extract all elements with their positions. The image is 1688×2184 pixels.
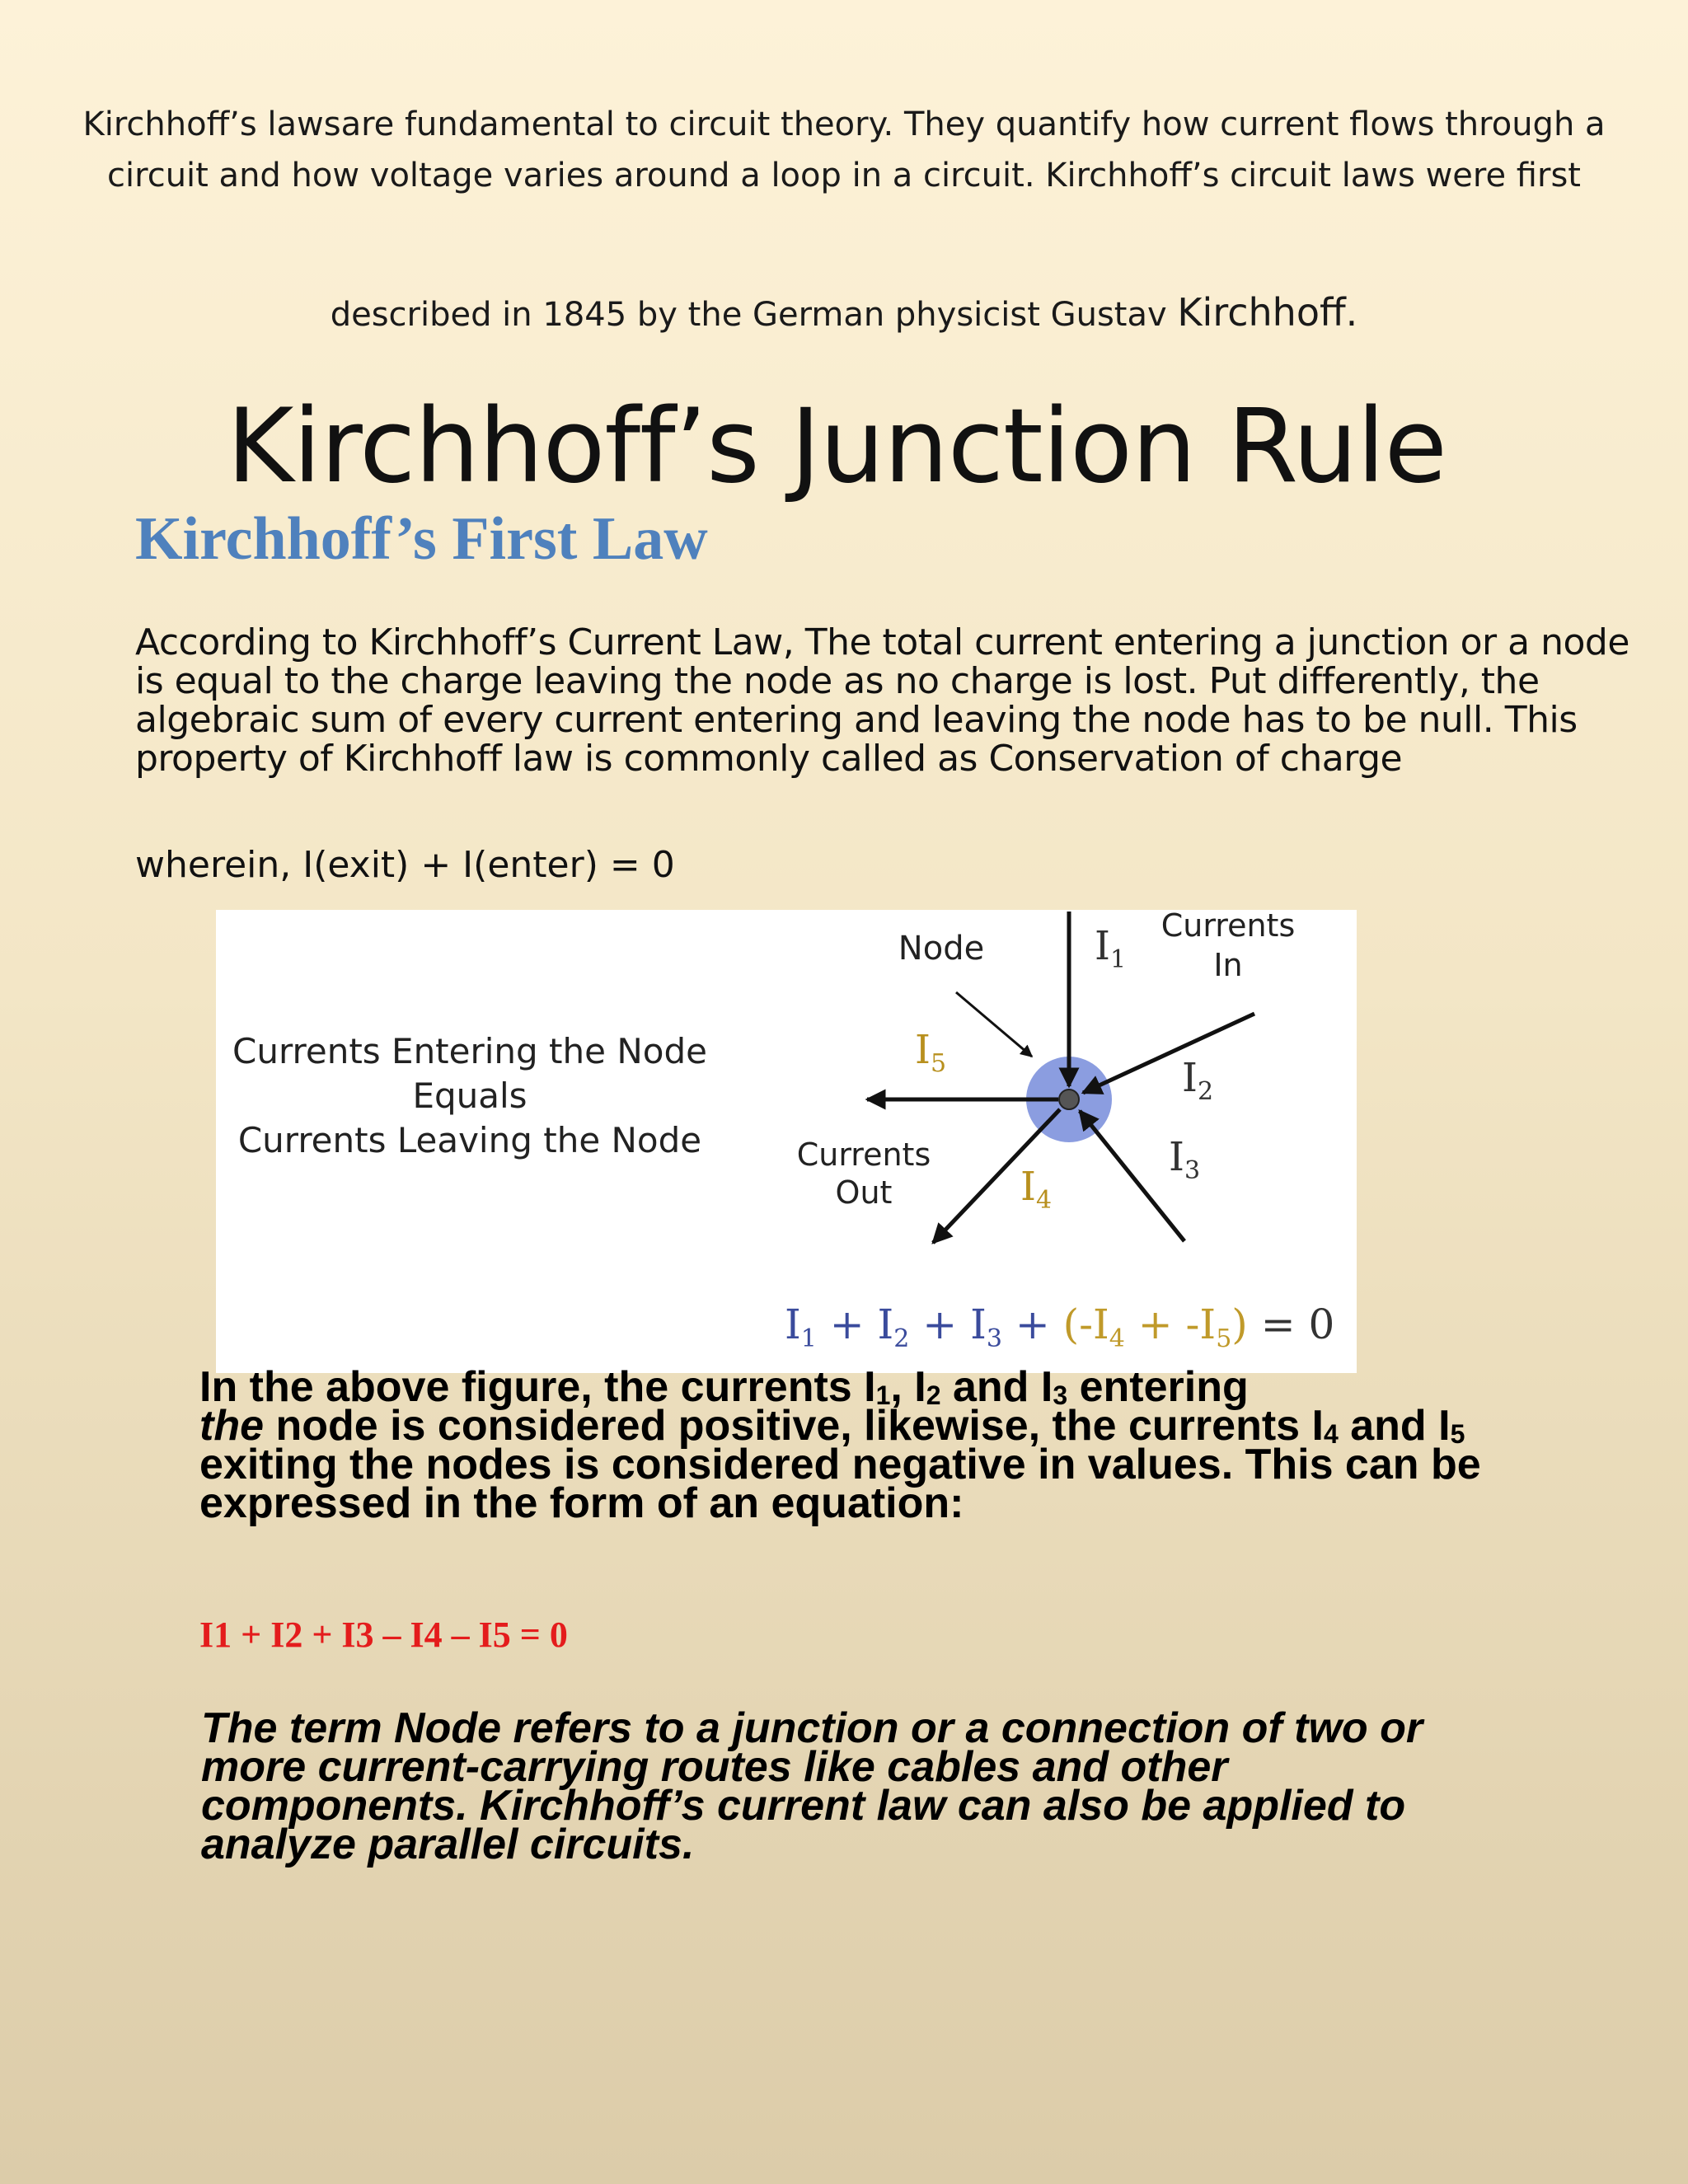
intro-line-2: circuit and how voltage varies around a loop in a circuit. Kirchhoff’s circuit laws were first	[107, 157, 1581, 194]
label-i3: $I_3$	[1169, 1134, 1201, 1185]
left-label-1: Currents Entering the Node	[232, 1031, 707, 1071]
label-i5: $I_5$	[915, 1027, 947, 1078]
section-subtitle: Kirchhoff’s First Law	[135, 505, 708, 573]
node-definition: The term Node refers to a junction or a connection of two or more current-carrying routes like cables and other components. Kirchhoff’s current law can also be applied to analyze parallel circuits.	[201, 1704, 1423, 1868]
intro-line-3-main: described in 1845 by the German physicist Gustav	[330, 296, 1178, 334]
figure-equation: $I_1 + I_2 + I_3 + (-I_4 + -I_5) = 0$	[785, 1301, 1335, 1353]
junction-figure	[216, 910, 1357, 1373]
intro-line-3-name: Kirchhoff.	[1177, 290, 1358, 335]
currents-in-label-2: In	[1213, 947, 1243, 983]
node-label: Node	[898, 930, 985, 968]
junction-diagram	[216, 910, 1357, 1373]
page-title: Kirchhoff’s Junction Rule	[227, 387, 1447, 506]
node-pointer-arrow	[956, 992, 1032, 1057]
law-description: According to Kirchhoff’s Current Law, The total current entering a junction or a node is equal to the charge leaving the node as no charge is lost. Put differently, the algebraic sum of every current entering and leaving the node has to be null. This property of Kirchhoff law is commonly called as Conservation of charge	[135, 621, 1629, 780]
label-i2: $I_2$	[1182, 1055, 1214, 1106]
kcl-equation: I1 + I2 + I3 – I4 – I5 = 0	[199, 1615, 568, 1655]
figure-explanation: In the above figure, the currents $I_1$, $I_2$ and $I_3$ entering the node is considered positive, likewise, the currents $I_4$ and $I_5$ exiting the nodes is considered negative in values. This can be expressed in the form of an equation:	[199, 1363, 1481, 1527]
arrow-i2	[1083, 1014, 1254, 1093]
label-i1: $I_1$	[1095, 923, 1127, 974]
left-label-3: Currents Leaving the Node	[237, 1120, 702, 1160]
currents-out-label-1: Currents	[796, 1137, 931, 1173]
label-i4: $I_4$	[1020, 1164, 1053, 1215]
node-center	[1059, 1090, 1079, 1109]
intro-line-1: Kirchhoff’s lawsare fundamental to circuit theory. They quantify how current flows through a	[82, 105, 1606, 143]
intro-line-3	[82, 290, 1606, 335]
currents-out-label-2: Out	[835, 1174, 893, 1211]
currents-in-label-1: Currents	[1160, 910, 1296, 944]
arrow-i4	[933, 1109, 1060, 1243]
formula-text: wherein, I(exit) + I(enter) = 0	[135, 844, 675, 886]
left-label-2: Equals	[412, 1076, 528, 1116]
